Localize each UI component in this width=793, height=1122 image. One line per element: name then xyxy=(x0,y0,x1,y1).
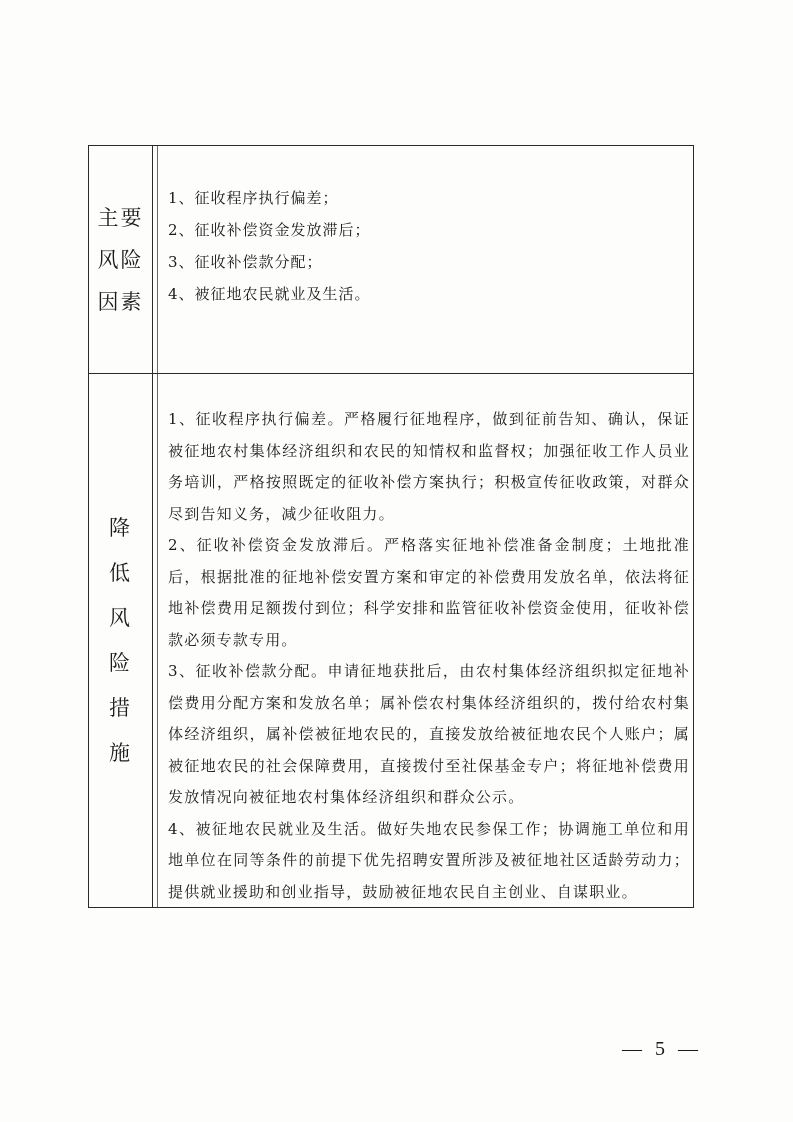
measure-paragraph: 2、征收补偿资金发放滞后。严格落实征地补偿准备金制度；土地批准后，根据批准的征地补偿安置方案和审定的补偿费用发放名单，依法将征地补偿费用足额拨付到位；科学安排和监管征收补偿资金使用，征收补偿款必须专款专用。 xyxy=(168,536,690,649)
measures-header-line: 低 xyxy=(109,560,132,585)
measure-paragraph: 4、被征地农民就业及生活。做好失地农民参保工作；协调施工单位和用地单位在同等条件的前提下优先招聘安置所涉及被征地社区适龄劳动力；提供就业援助和创业指导，鼓励被征地农民自主创业、自谋职业。 xyxy=(168,819,690,901)
measure-paragraph: 3、征收补偿款分配。申请征地获批后，由农村集体经济组织拟定征地补偿费用分配方案和发放名单；属补偿农村集体经济组织的，拨付给农村集体经济组织，属补偿被征地农民的，直接发放给被征地农民个人账户；属被征地农民的社会保障费用，直接拨付至社保基金专户；将征地补偿费用发放情况向被征地农村集体经济组织和群众公示。 xyxy=(168,662,690,806)
measure-paragraph: 1、征收程序执行偏差。严格履行征地程序，做到征前告知、确认，保证被征地农村集体经济组织和农民的知情权和监督权；加强征收工作人员业务培训，严格按照既定的征收补偿方案执行；积极宣传征收政策，对群众尽到告知义务，减少征收阻力。 xyxy=(168,410,690,523)
risk-factor-item: 4、被征地农民就业及生活。 xyxy=(168,285,371,303)
measures-header-line: 险 xyxy=(109,650,132,675)
risk-factor-item: 3、征收补偿款分配； xyxy=(168,253,323,271)
page-number: — 5 — xyxy=(622,1038,702,1060)
risk-factors-header-line: 风险 xyxy=(97,247,144,272)
risk-factors-content xyxy=(157,146,693,373)
measures-header xyxy=(89,374,153,907)
measures-header-line: 降 xyxy=(109,515,132,540)
measures-header-line: 措 xyxy=(109,695,132,720)
risk-factors-header xyxy=(89,146,153,373)
measures-row xyxy=(89,374,693,907)
risk-factor-item: 2、征收补偿资金发放滞后； xyxy=(168,221,371,239)
risk-factors-header-line: 主要 xyxy=(97,205,144,230)
risk-factors-row xyxy=(89,146,693,374)
measures-header-line: 风 xyxy=(109,605,132,630)
risk-factors-list xyxy=(168,182,371,310)
measures-text xyxy=(168,404,690,908)
measures-header-line: 施 xyxy=(109,740,132,765)
risk-table xyxy=(88,145,694,908)
risk-factor-item: 1、征收程序执行偏差； xyxy=(168,189,339,207)
measures-content xyxy=(157,374,693,907)
risk-factors-header-line: 因素 xyxy=(97,289,144,314)
